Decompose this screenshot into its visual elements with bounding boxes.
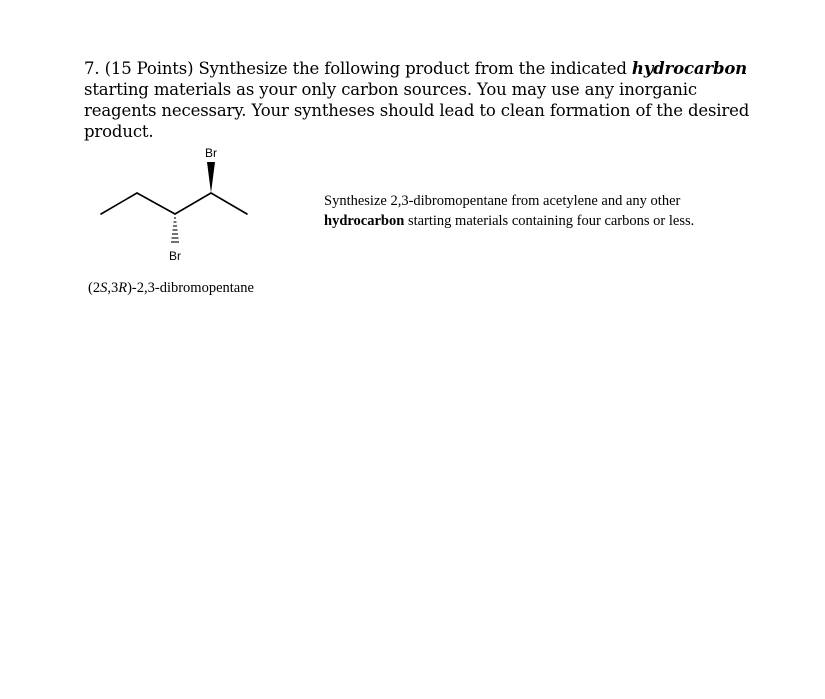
question-number: 7. [84,59,100,78]
instruction-text-after: starting materials containing four carbons or less. [407,213,695,229]
dibromopentane-structure [88,140,278,268]
instruction-emphasis: hydrocarbon [324,213,405,229]
bottom-bromine-label: Br [169,249,181,263]
bond-c5-c4 [101,193,137,214]
question-text-after: starting materials as your only carbon sources. You may use any inorganic reagents necessary. Your syntheses should lead to clean formation of the desired product. [84,80,750,141]
stereo-descriptor-r: R [118,280,128,296]
wedge-bond [207,162,215,193]
bond-c2-c1 [211,193,247,214]
bond-c3-c2 [175,193,211,214]
compound-name: (2S,3R)-2,3-dibromopentane [88,280,254,296]
instruction-text-before: Synthesize 2,3-dibromopentane from acetylene and any other [324,193,681,209]
stereo-descriptor-s: S [100,280,108,296]
hashed-wedge-bond [171,218,179,242]
question-prompt [84,58,774,142]
question-emphasis: hydrocarbon [631,59,748,78]
question-points: (15 Points) [104,59,194,78]
top-bromine-label: Br [205,146,217,160]
question-text-before: Synthesize the following product from the indicated [198,59,627,78]
bond-c4-c3 [137,193,175,214]
synthesis-instruction [324,191,754,231]
